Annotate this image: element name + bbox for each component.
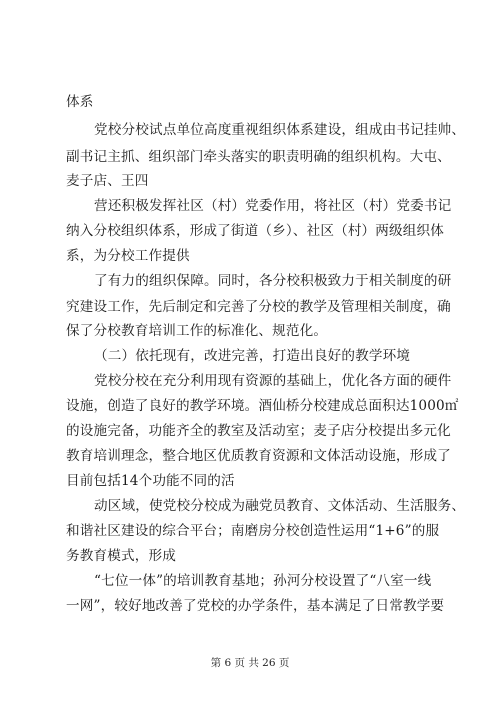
text-line: 和谐社区建设的综合平台；南磨房分校创造性运用“1+6”的服 — [66, 523, 440, 539]
text-line: 的设施完备，功能齐全的教室及活动室；麦子店分校提出多元化 — [66, 423, 451, 439]
text-line: 教育培训理念，整合地区优质教育资源和文体活动设施，形成了 — [66, 448, 451, 464]
text-line: 副书记主抓、组织部门牵头落实的职责明确的组织机构。大屯、 — [66, 149, 451, 165]
text-line: 保了分校教育培训工作的标准化、规范化。 — [66, 323, 328, 339]
text-line: 体系 — [66, 94, 94, 110]
text-line: 务教育模式，形成 — [66, 548, 176, 564]
text-line: 党校分校在充分利用现有资源的基础上，优化各方面的硬件 — [94, 373, 452, 389]
text-line: 麦子店、王四 — [66, 173, 149, 189]
text-line: 系，为分校工作提供 — [66, 248, 190, 264]
text-line: 动区域，使党校分校成为融党员教育、文体活动、生活服务、 — [94, 498, 466, 514]
text-line: 了有力的组织保障。同时，各分校积极致力于相关制度的研 — [94, 273, 452, 289]
text-line: 设施，创造了良好的教学环境。酒仙桥分校建成总面积达1000㎡ — [66, 398, 459, 414]
text-line: 一网”，较好地改善了党校的办学条件，基本满足了日常教学要 — [66, 598, 445, 614]
text-line: 营还积极发挥社区（村）党委作用，将社区（村）党委书记 — [94, 198, 452, 214]
text-line: 党校分校试点单位高度重视组织体系建设，组成由书记挂帅、 — [94, 122, 466, 138]
text-line: 目前包括14个功能不同的活 — [66, 473, 235, 489]
text-line: 纳入分校组织体系，形成了街道（乡）、社区（村）两级组织体 — [66, 223, 445, 239]
page-footer: 第 6 页 共 26 页 — [210, 657, 290, 669]
section-heading: （二）依托现有，改进完善，打造出良好的教学环境 — [94, 348, 411, 364]
text-line: “七位一体”的培训教育基地；孙河分校设置了“八室一线 — [94, 573, 432, 589]
text-line: 究建设工作，先后制定和完善了分校的教学及管理相关制度，确 — [66, 299, 451, 315]
